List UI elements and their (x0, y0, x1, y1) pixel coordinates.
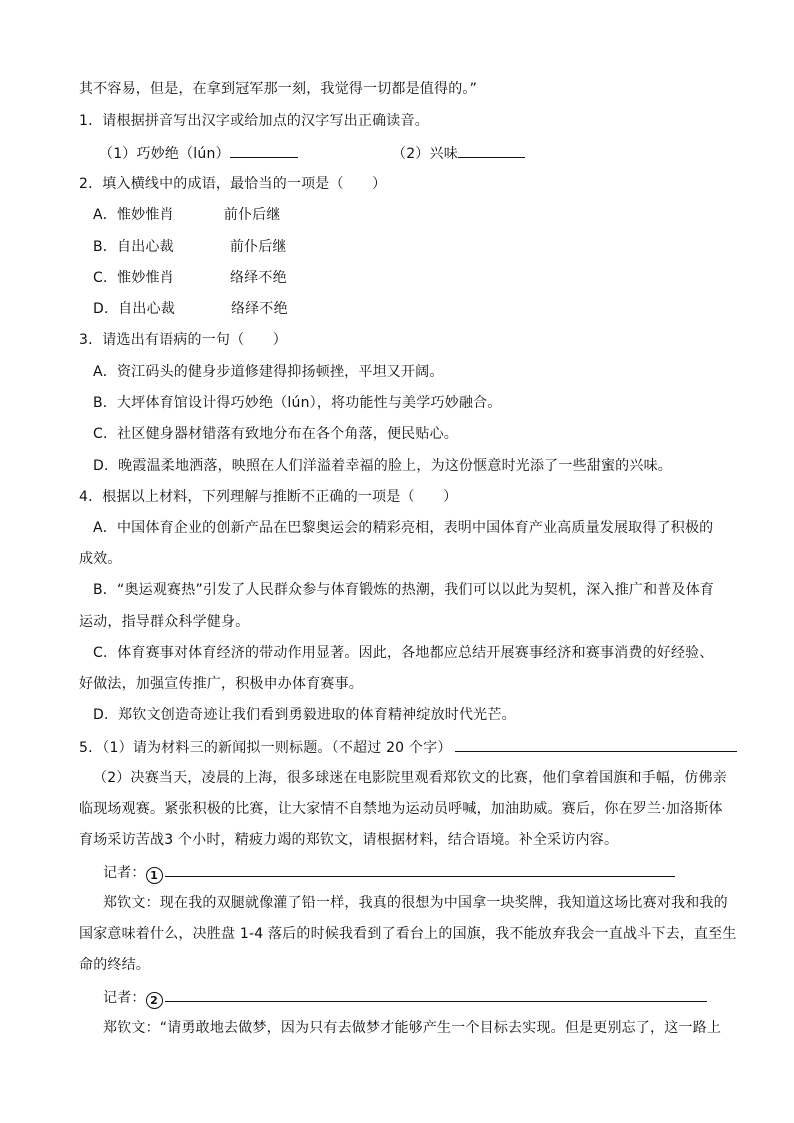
q2-option-a[interactable] (93, 205, 281, 225)
q2-option-c-idiom-2: 络绎不绝 (229, 270, 287, 286)
q1-item-2-text: （2）兴味 (392, 146, 458, 162)
q5-zheng-1-line-3: 命的终结。 (79, 957, 150, 973)
q1-item-2 (392, 143, 525, 164)
q5-zheng-2-line-1: 郑钦文：“请勇敢地去做梦，因为只有去做梦才能够产生一个目标去实现。但是更别忘了，这一路上 (103, 1020, 722, 1036)
q2-option-c[interactable] (93, 268, 287, 288)
q1-item-2-blank[interactable] (458, 143, 525, 158)
q5-part-1 (79, 737, 737, 758)
q1-stem: 1．请根据拼音写出汉字或给加点的汉字写出正确读音。 (79, 113, 429, 129)
q1-item-1-blank[interactable] (230, 143, 298, 158)
q3-option-a[interactable]: A．资江码头的健身步道修建得抑扬顿挫，平坦又开阔。 (93, 364, 444, 380)
q2-option-b-idiom-1: B．自出心裁 (93, 239, 174, 255)
circled-number-2: 2 (146, 992, 163, 1009)
reporter-label-1: 记者： (103, 865, 146, 881)
q1-item-1-text: （1）巧妙绝（lún） (99, 146, 230, 162)
circled-number-1: 1 (146, 867, 163, 884)
q2-option-d[interactable] (93, 299, 288, 319)
q5-reporter-line-1 (103, 862, 675, 884)
q5-part-2-line-3: 育场采访苦战3 个小时，精疲力竭的郑钦文，请根据材料，结合语境。补全采访内容。 (79, 832, 619, 848)
q4-option-a-line-2[interactable]: 成效。 (79, 551, 122, 567)
q5-part-2-line-2: 临现场观赛。紧张积极的比赛，让大家情不自禁地为运动员呼喊，加油助威。赛后，你在罗兰·加洛斯体 (79, 801, 723, 817)
q3-stem: 3．请选出有语病的一句（ ） (79, 332, 287, 348)
q4-option-c-line-2[interactable]: 好做法，加强宣传推广，积极申办体育赛事。 (79, 676, 363, 692)
q4-option-d[interactable]: D．郑钦文创造奇迹让我们看到勇毅进取的体育精神绽放时代光芒。 (93, 707, 516, 723)
q2-option-b[interactable] (93, 237, 287, 257)
q5-answer-blank-2[interactable] (165, 987, 707, 1002)
q2-option-b-idiom-2: 前仆后继 (229, 239, 287, 255)
reporter-label-2: 记者： (103, 990, 146, 1006)
q2-option-a-idiom-2: 前仆后继 (223, 207, 281, 223)
q2-option-c-idiom-1: C．惟妙惟肖 (93, 270, 174, 286)
q4-option-a-line-1[interactable]: A．中国体育企业的创新产品在巴黎奥运会的精彩亮相，表明中国体育产业高质量发展取得了积极的 (93, 520, 714, 536)
q2-option-d-idiom-1: D．自出心裁 (93, 301, 175, 317)
q2-stem: 2．填入横线中的成语，最恰当的一项是（ ） (79, 176, 387, 192)
q5-part-1-text: 5．（1）请为材料三的新闻拟一则标题。（不超过 20 个字） (79, 740, 452, 756)
q3-option-d[interactable]: D．晚霞温柔地洒落，映照在人们洋溢着幸福的脸上，为这份惬意时光添了一些甜蜜的兴味。 (93, 458, 672, 474)
q4-stem: 4．根据以上材料，下列理解与推断不正确的一项是（ ） (79, 489, 458, 505)
q3-option-b[interactable]: B．大坪体育馆设计得巧妙绝（lún），将功能性与美学巧妙融合。 (93, 395, 502, 411)
q5-zheng-1-line-1: 郑钦文：现在我的双腿就像灌了铅一样，我真的很想为中国拿一块奖牌，我知道这场比赛对我和我的 (103, 895, 728, 911)
q5-answer-blank-1[interactable] (165, 862, 675, 877)
q4-option-c-line-1[interactable]: C．体育赛事对体育经济的带动作用显著。因此，各地都应总结开展赛事经济和赛事消费的好经验、 (93, 645, 714, 661)
q1-item-1 (99, 143, 298, 164)
intro-line: 其不容易，但是，在拿到冠军那一刻，我觉得一切都是值得的。” (79, 81, 478, 97)
q4-option-b-line-1[interactable]: B．“奥运观赛热”引发了人民群众参与体育锻炼的热潮，我们可以以此为契机，深入推广和普及体育 (93, 582, 715, 598)
q5-zheng-1-line-2: 国家意味着什么，决胜盘 1-4 落后的时候我看到了看台上的国旗，我不能放弃我会一直战斗下去，直至生 (79, 926, 737, 942)
q5-title-blank[interactable] (455, 737, 737, 752)
q5-reporter-line-2 (103, 987, 707, 1009)
q2-option-a-idiom-1: A．惟妙惟肖 (93, 207, 174, 223)
q3-option-c[interactable]: C．社区健身器材错落有致地分布在各个角落，便民贴心。 (93, 426, 458, 442)
q2-option-d-idiom-2: 络绎不绝 (230, 301, 288, 317)
q4-option-b-line-2[interactable]: 运动，指导群众科学健身。 (79, 614, 250, 630)
q5-part-2-line-1: （2）决赛当天，凌晨的上海，很多球迷在电影院里观看郑钦文的比赛，他们拿着国旗和手幅，仿佛亲 (93, 770, 727, 786)
